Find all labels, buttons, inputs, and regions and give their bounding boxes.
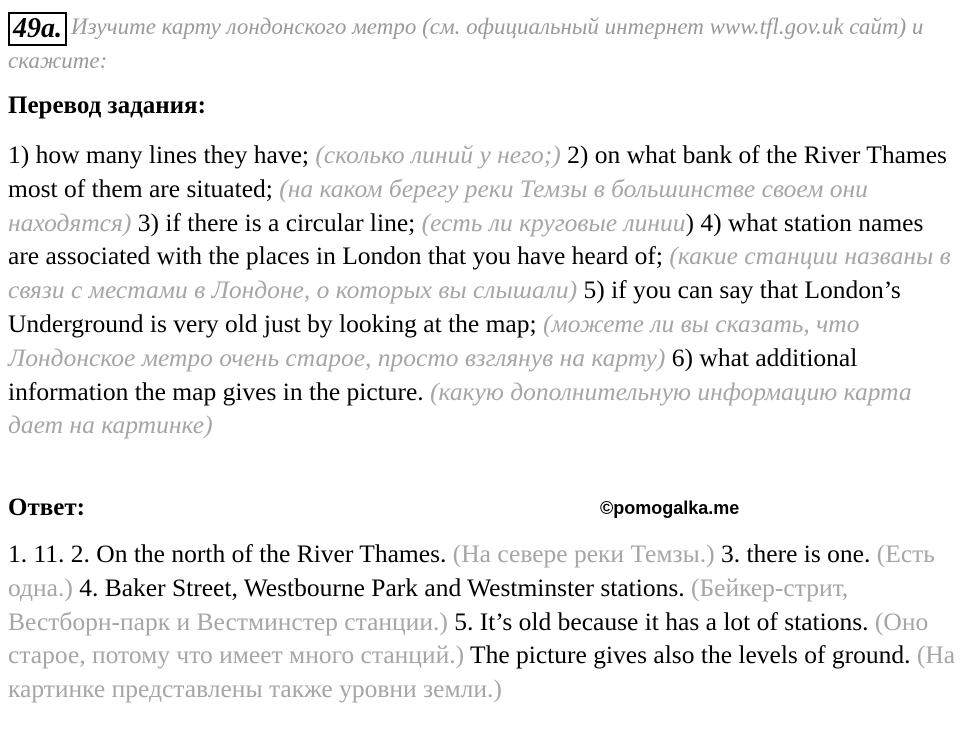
answer-ru-4: (Оно старое, потому что имеет много станций.) bbox=[8, 606, 929, 670]
translation-en-1: 1) how many lines they have; bbox=[8, 140, 316, 169]
answer-paragraph bbox=[8, 537, 956, 706]
translation-ru-5: (можете ли вы сказать, что Лондонское метро очень старое, просто взглянув на карту) bbox=[8, 308, 860, 372]
answer-en-4: 5. It’s old because it has a lot of stations. bbox=[447, 606, 875, 636]
translation-en-5: 5) if you can say that London’s Underground is very old just by looking at the map; bbox=[8, 275, 901, 338]
translation-ru-2: (на каком берегу реки Темзы в большинстве своем они находятся) bbox=[8, 173, 868, 237]
translation-ru-1: (сколько линий у него;) bbox=[315, 140, 561, 169]
translation-ru-4: (какие станции названы в связи с местами в Лондоне, о которых вы слышали) bbox=[8, 241, 951, 305]
translation-ru-6: (какую дополнительную информацию карта дает на картинке) bbox=[8, 376, 912, 440]
answer-en-3: 4. Baker Street, Westbourne Park and Westminster stations. bbox=[72, 572, 692, 602]
answer-en-2: 3. there is one. bbox=[714, 539, 877, 568]
task-number: 49a. bbox=[8, 12, 67, 46]
answer-ru-2: (Есть одна.) bbox=[8, 539, 935, 602]
task-instruction: Изучите карту лондонского метро (см. официальный интернет www.tfl.gov.uk сайт) и скажите: bbox=[8, 14, 924, 73]
translation-en-4: ) 4) what station names are associated with the places in London that you have heard of; bbox=[8, 207, 924, 271]
answer-heading: Ответ: bbox=[8, 494, 85, 521]
answer-ru-3: (Бейкер-стрит, Вестборн-парк и Вестминстер станции.) bbox=[8, 572, 849, 636]
translation-ru-3: (есть ли круговые линии bbox=[421, 207, 686, 237]
task-header bbox=[8, 12, 948, 76]
answer-ru-1: (На севере реки Темзы.) bbox=[452, 539, 715, 568]
answer-ru-5: (На картинке представлены также уровни земли.) bbox=[8, 640, 956, 704]
translation-paragraph bbox=[8, 138, 956, 442]
answer-en-5: The picture gives also the levels of ground. bbox=[464, 640, 917, 670]
translation-en-6: 6) what additional information the map gives in the picture. bbox=[8, 342, 858, 406]
translation-heading: Перевод задания: bbox=[8, 92, 206, 119]
answer-en-1: 1. 11. 2. On the north of the River Thames. bbox=[8, 539, 453, 568]
translation-en-2: 2) on what bank of the River Thames most of them are situated; bbox=[8, 140, 947, 203]
translation-en-3: 3) if there is a circular line; bbox=[131, 207, 422, 237]
watermark: ©pomogalka.me bbox=[600, 498, 740, 518]
